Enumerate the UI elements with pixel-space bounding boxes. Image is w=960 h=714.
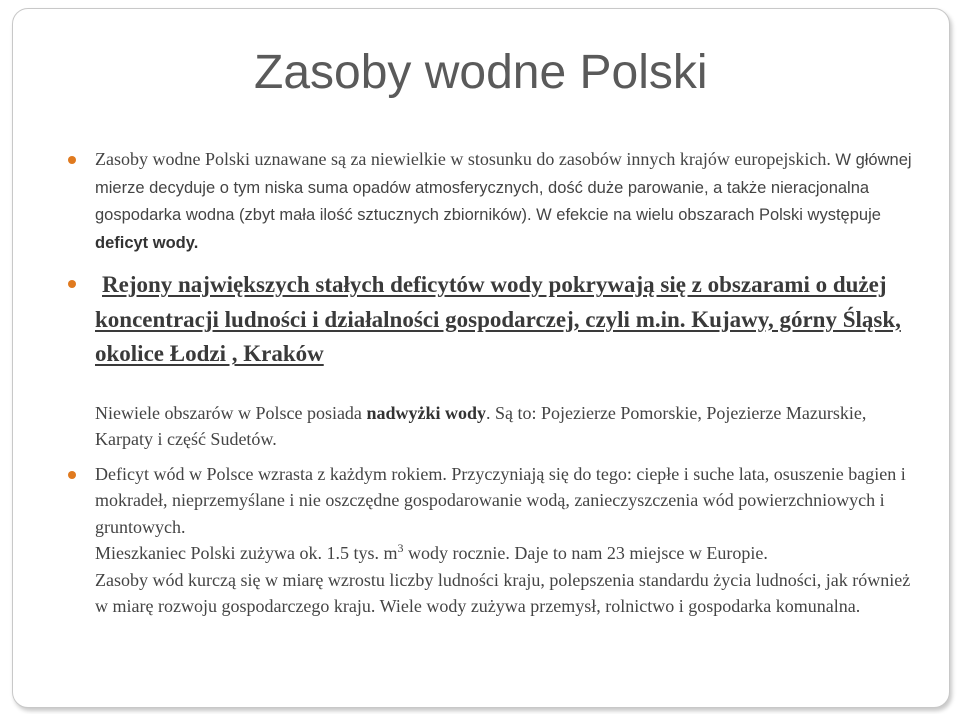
- text-span: Mieszkaniec Polski zużywa ok. 1.5 tys. m: [95, 543, 398, 563]
- paragraph-text: [95, 400, 918, 453]
- emphasis-text: nadwyżki wody: [366, 402, 486, 423]
- paragraph-text: Rejony największych stałych deficytów wody pokrywają się z obszarami o dużej koncentracji ludności i działalności gospodarczej, czyli m.in. Kujawy, górny Śląsk, okolice Łodzi , Kraków: [95, 272, 901, 366]
- bullet-icon: [68, 156, 76, 164]
- slide-title: Zasoby wodne Polski: [254, 46, 708, 99]
- paragraph-text: [95, 461, 918, 620]
- paragraph-deficit-growth: [68, 461, 918, 620]
- emphasis-text: deficyt wody.: [95, 233, 199, 252]
- paragraph-deficit-intro: [68, 146, 918, 256]
- text-line: [95, 540, 918, 567]
- bullet-icon: [68, 280, 76, 288]
- text-line: Zasoby wód kurczą się w miarę wzrostu liczby ludności kraju, polepszenia standardu życia ludności, jak również w miarę rozwoju gospodarczego kraju. Wiele wody zużywa przemysł, rolnictwo i gospodarka komunalna.: [95, 569, 911, 616]
- paragraph-deficit-regions: [68, 268, 918, 372]
- text-span: Niewiele obszarów w Polsce posiada: [95, 402, 367, 423]
- bullet-icon: [68, 471, 76, 479]
- slide-body: [68, 146, 918, 620]
- paragraph-water-surplus: [68, 400, 918, 453]
- text-line: Deficyt wód w Polsce wzrasta z każdym rokiem. Przyczyniają się do tego: ciepłe i suche lata, osuszenie bagien i mokradeł, nieprzemyślane i nie oszczędne gospodarowanie wodą, zanieczyszczenia wód powierzchniowych i gruntowych.: [95, 463, 906, 537]
- text-span: . Są to: Pojezierze Pomorskie, Pojezierze Mazurskie, Karpaty i część Sudetów.: [95, 402, 867, 449]
- text-span: Zasoby wodne Polski uznawane są za niewielkie w stosunku do zasobów innych krajów europejskich.: [95, 149, 831, 169]
- paragraph-text: [95, 146, 918, 256]
- text-span: wody rocznie. Daje to nam 23 miejsce w Europie.: [403, 543, 768, 563]
- text-span: W głównej mierze decyduje o tym niska suma opadów atmosferycznych, dość duże parowanie, a także nieracjonalna gospodarka wodna (zbyt mała ilość sztucznych zbiorników). W efekcie na wielu obszarach Polski występuje: [95, 151, 912, 224]
- superscript: 3: [397, 541, 404, 555]
